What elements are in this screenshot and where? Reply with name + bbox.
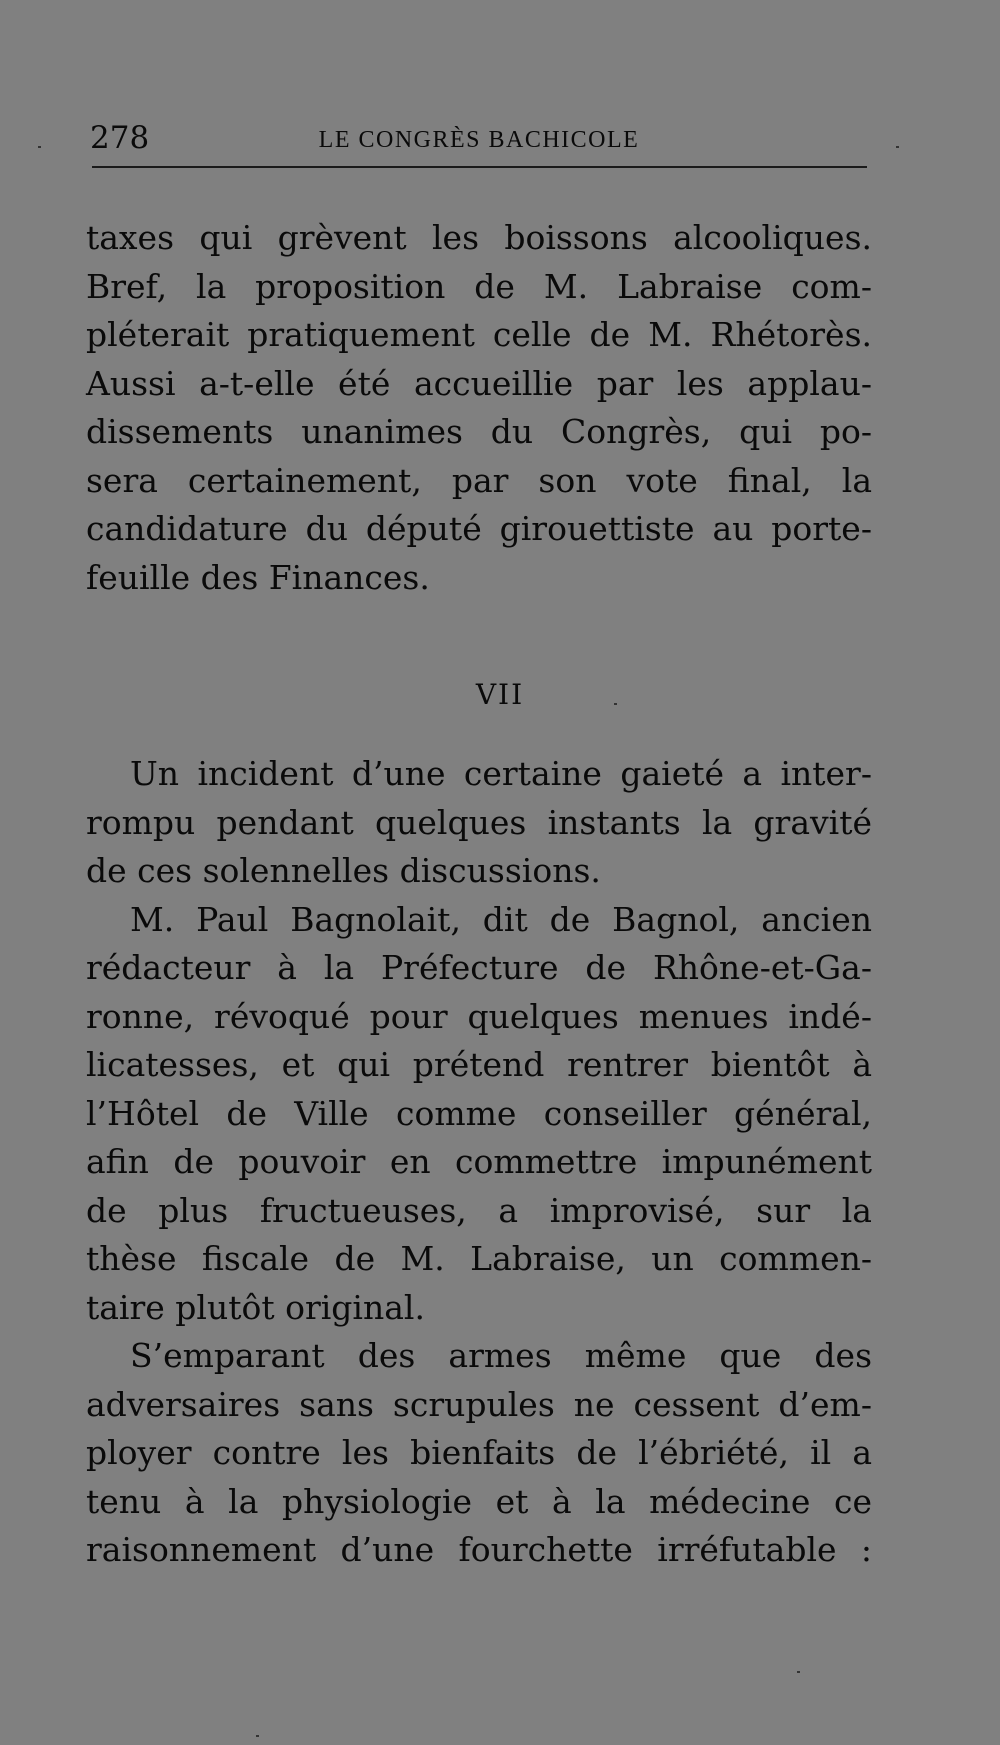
body-block bbox=[86, 750, 872, 1575]
paper-speck bbox=[896, 146, 899, 148]
text-line: taxes qui grèvent les boissons alcooliques. bbox=[86, 218, 872, 257]
text-line: feuille des Finances. bbox=[86, 557, 430, 597]
text-line: taire plutôt original. bbox=[86, 1287, 425, 1327]
paper-speck bbox=[256, 1735, 259, 1737]
text-line: tenu à la physiologie et à la médecine ce bbox=[86, 1481, 872, 1521]
paper-speck bbox=[38, 146, 41, 148]
running-title: LE CONGRÈS BACHICOLE bbox=[318, 127, 640, 153]
text-line: de ces solennelles discussions. bbox=[86, 851, 601, 890]
text-line: dissements unanimes du Congrès, qui po- bbox=[86, 412, 872, 451]
text-line: ronne, révoqué pour quelques menues indé- bbox=[86, 996, 872, 1036]
text-line: afin de pouvoir en commettre impunément bbox=[86, 1142, 872, 1181]
text-line: Aussi a-t-elle été accueillie par les applau- bbox=[86, 363, 872, 403]
text-line: sera certainement, par son vote final, la bbox=[86, 460, 872, 500]
text-line: rédacteur à la Préfecture de Rhône-et-Ga- bbox=[86, 948, 872, 987]
section-number: VII bbox=[475, 678, 525, 711]
paragraph-4 bbox=[86, 1332, 872, 1575]
text-line: candidature du député girouettiste au porte- bbox=[86, 509, 872, 548]
running-head bbox=[90, 118, 868, 158]
text-line: pléterait pratiquement celle de M. Rhétorès. bbox=[86, 315, 872, 354]
text-line: Un incident d’une certaine gaieté a inter- bbox=[130, 754, 872, 793]
text-line: l’Hôtel de Ville comme conseiller général, bbox=[86, 1093, 872, 1133]
text-line: de plus fructueuses, a improvisé, sur la bbox=[86, 1190, 872, 1230]
text-line: Bref, la proposition de M. Labraise com- bbox=[86, 266, 872, 306]
text-line: raisonnement d’une fourchette irréfutable : bbox=[86, 1530, 872, 1569]
text-line: rompu pendant quelques instants la gravité bbox=[86, 802, 872, 842]
text-line: adversaires sans scrupules ne cessent d’em- bbox=[86, 1384, 872, 1424]
text-line: M. Paul Bagnolait, dit de Bagnol, ancien bbox=[130, 899, 872, 939]
paper-speck bbox=[614, 703, 617, 705]
text-line: ployer contre les bienfaits de l’ébriété, il a bbox=[86, 1433, 872, 1472]
header-rule bbox=[92, 166, 867, 168]
text-line: S’emparant des armes même que des bbox=[130, 1336, 872, 1375]
paragraph-2 bbox=[86, 750, 872, 896]
paragraph-1 bbox=[86, 214, 872, 602]
page-number: 278 bbox=[90, 120, 150, 156]
text-line: thèse fiscale de M. Labraise, un commen- bbox=[86, 1239, 872, 1278]
text-line: licatesses, et qui prétend rentrer bientôt à bbox=[86, 1045, 872, 1084]
paragraph-3 bbox=[86, 896, 872, 1333]
paper-speck bbox=[797, 1671, 800, 1673]
